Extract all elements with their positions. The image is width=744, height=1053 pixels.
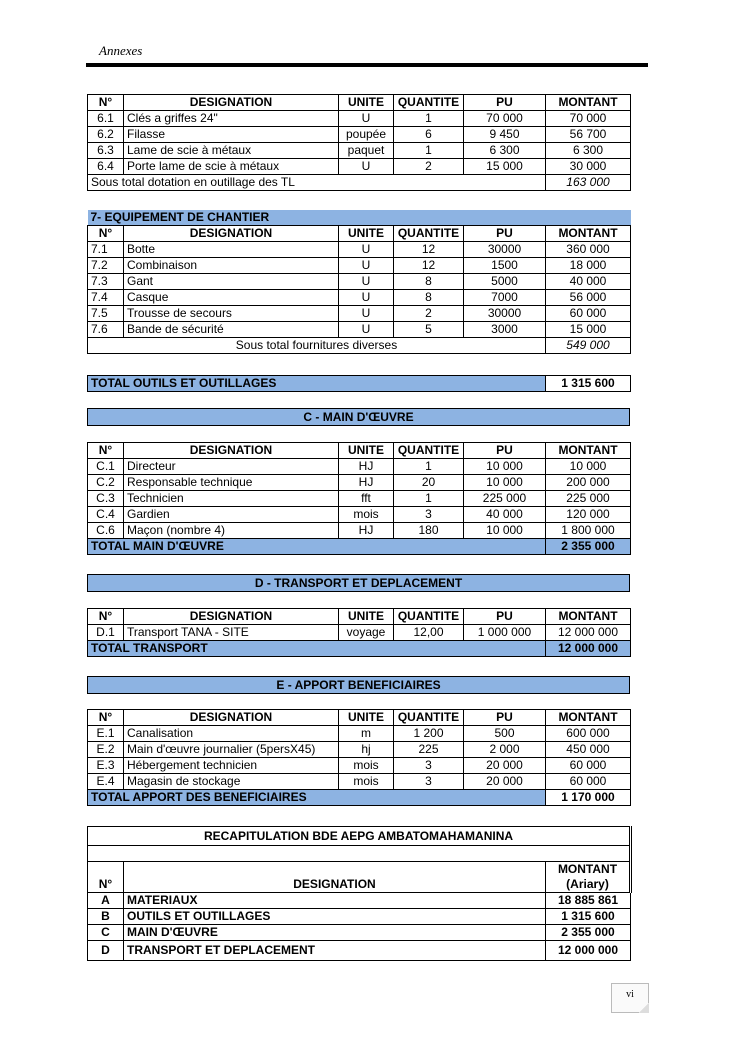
section-c-title: C - MAIN D'ŒUVRE: [87, 408, 630, 426]
cell-n: 6.3: [88, 143, 124, 159]
col-unite: UNITE: [339, 226, 394, 242]
cell-designation: Clés a griffes 24": [124, 111, 339, 127]
col-montant: MONTANT: [546, 609, 631, 625]
cell-unite: HJ: [339, 459, 394, 475]
recap-spacer: [88, 846, 631, 862]
cell-pu: 7000: [464, 290, 546, 306]
cell-unite: HJ: [339, 475, 394, 491]
table-row: [88, 459, 631, 475]
cell-unite: voyage: [339, 625, 394, 641]
recap-col-n: N°: [88, 862, 124, 893]
col-designation: DESIGNATION: [124, 609, 339, 625]
cell-pu: 10 000: [464, 459, 546, 475]
cell-unite: U: [339, 159, 394, 175]
cell-pu: 30000: [464, 306, 546, 322]
col-montant: MONTANT: [546, 443, 631, 459]
page-number: [611, 983, 649, 1013]
cell-quantite: 3: [394, 758, 464, 774]
table-header-row: [88, 226, 631, 242]
total-outils: [87, 375, 630, 392]
cell-n: 6.2: [88, 127, 124, 143]
cell-unite: U: [339, 242, 394, 258]
cell-pu: 20 000: [464, 758, 546, 774]
col-n: N°: [88, 443, 124, 459]
table-section-7: [87, 210, 630, 354]
section-e-title: E - APPORT BENEFICIAIRES: [87, 676, 630, 694]
table-header-row: [88, 443, 631, 459]
cell-designation: Maçon (nombre 4): [124, 523, 339, 539]
col-unite: UNITE: [339, 443, 394, 459]
recap-row: [88, 893, 631, 909]
subtotal-row: [88, 175, 631, 191]
col-pu: PU: [464, 609, 546, 625]
col-unite: UNITE: [339, 95, 394, 111]
cell-designation: Trousse de secours: [124, 306, 339, 322]
page-number-text: vi: [626, 989, 634, 1000]
table-row: [88, 274, 631, 290]
recap-title: RECAPITULATION BDE AEPG AMBATOMAHAMANINA: [88, 827, 631, 846]
cell-pu: 2 000: [464, 742, 546, 758]
cell-montant: 12 000 000: [546, 625, 631, 641]
cell-montant: 6 300: [546, 143, 631, 159]
col-n: N°: [88, 95, 124, 111]
cell-pu: 6 300: [464, 143, 546, 159]
col-quantite: QUANTITE: [394, 710, 464, 726]
total-row: [88, 539, 631, 555]
cell-n: E.3: [88, 758, 124, 774]
total-outils-label: TOTAL OUTILS ET OUTILLAGES: [88, 376, 546, 392]
col-montant: MONTANT: [546, 226, 631, 242]
col-n: N°: [88, 710, 124, 726]
cell-n: D.1: [88, 625, 124, 641]
table-row: [88, 491, 631, 507]
col-quantite: QUANTITE: [394, 443, 464, 459]
cell-montant: 600 000: [546, 726, 631, 742]
subtotal-value: 163 000: [546, 175, 631, 191]
cell-n: C.6: [88, 523, 124, 539]
cell-unite: mois: [339, 774, 394, 790]
col-montant: MONTANT: [546, 95, 631, 111]
recap-cell-montant: 18 885 861: [546, 893, 631, 909]
col-designation: DESIGNATION: [124, 95, 339, 111]
col-quantite: QUANTITE: [394, 609, 464, 625]
cell-montant: 360 000: [546, 242, 631, 258]
cell-designation: Porte lame de scie à métaux: [124, 159, 339, 175]
cell-pu: 225 000: [464, 491, 546, 507]
col-pu: PU: [464, 443, 546, 459]
cell-designation: Casque: [124, 290, 339, 306]
table-row: [88, 258, 631, 274]
cell-pu: 1 000 000: [464, 625, 546, 641]
recap-col-montant: [546, 862, 631, 893]
col-pu: PU: [464, 95, 546, 111]
cell-pu: 40 000: [464, 507, 546, 523]
col-quantite: QUANTITE: [394, 95, 464, 111]
cell-montant: 10 000: [546, 459, 631, 475]
recap-row: [88, 909, 631, 925]
cell-quantite: 1: [394, 111, 464, 127]
table-section-e: [87, 709, 630, 806]
cell-designation: Directeur: [124, 459, 339, 475]
recap-cell-designation: MATERIAUX: [124, 893, 546, 909]
cell-designation: Canalisation: [124, 726, 339, 742]
cell-n: C.1: [88, 459, 124, 475]
recap-row: [88, 925, 631, 941]
cell-designation: Botte: [124, 242, 339, 258]
table-row: [88, 159, 631, 175]
cell-quantite: 1 200: [394, 726, 464, 742]
table-row: [88, 507, 631, 523]
cell-montant: 56 000: [546, 290, 631, 306]
total-label: TOTAL TRANSPORT: [88, 641, 546, 657]
table-section-d: [87, 608, 630, 657]
cell-n: 7.5: [88, 306, 124, 322]
cell-n: 7.2: [88, 258, 124, 274]
cell-designation: Transport TANA - SITE: [124, 625, 339, 641]
recap-col-designation: DESIGNATION: [124, 862, 546, 893]
cell-designation: Gant: [124, 274, 339, 290]
cell-designation: Main d'œuvre journalier (5persX45): [124, 742, 339, 758]
cell-unite: mois: [339, 507, 394, 523]
recap-title-row: [88, 827, 631, 846]
cell-quantite: 12: [394, 258, 464, 274]
cell-designation: Combinaison: [124, 258, 339, 274]
cell-pu: 500: [464, 726, 546, 742]
cell-unite: U: [339, 306, 394, 322]
recap-cell-designation: OUTILS ET OUTILLAGES: [124, 909, 546, 925]
cell-quantite: 2: [394, 306, 464, 322]
col-unite: UNITE: [339, 609, 394, 625]
total-value: 2 355 000: [546, 539, 631, 555]
cell-n: 7.3: [88, 274, 124, 290]
cell-montant: 30 000: [546, 159, 631, 175]
page-corner-fold: [639, 1003, 649, 1013]
table-row: [88, 306, 631, 322]
table-row: [88, 143, 631, 159]
cell-pu: 20 000: [464, 774, 546, 790]
recap-cell-n: C: [88, 925, 124, 941]
cell-designation: Technicien: [124, 491, 339, 507]
subtotal-label: Sous total fournitures diverses: [88, 338, 546, 354]
cell-montant: 60 000: [546, 758, 631, 774]
cell-unite: fft: [339, 491, 394, 507]
table-header-row: [88, 710, 631, 726]
cell-montant: 1 800 000: [546, 523, 631, 539]
cell-designation: Filasse: [124, 127, 339, 143]
table-row: [88, 290, 631, 306]
col-pu: PU: [464, 226, 546, 242]
recap-table: [87, 826, 630, 961]
cell-montant: 56 700: [546, 127, 631, 143]
cell-montant: 18 000: [546, 258, 631, 274]
section-d-title: D - TRANSPORT ET DEPLACEMENT: [87, 574, 630, 592]
subtotal-label: Sous total dotation en outillage des TL: [88, 175, 546, 191]
recap-cell-designation: MAIN D'ŒUVRE: [124, 925, 546, 941]
cell-n: E.2: [88, 742, 124, 758]
cell-pu: 3000: [464, 322, 546, 338]
cell-designation: Gardien: [124, 507, 339, 523]
recap-cell-n: A: [88, 893, 124, 909]
table-row: [88, 726, 631, 742]
cell-montant: 200 000: [546, 475, 631, 491]
cell-montant: 120 000: [546, 507, 631, 523]
table-section-6: [87, 94, 630, 191]
total-label: TOTAL APPORT DES BENEFICIAIRES: [88, 790, 546, 806]
cell-unite: U: [339, 258, 394, 274]
table-row: [88, 523, 631, 539]
recap-row: [88, 941, 631, 961]
cell-pu: 10 000: [464, 475, 546, 491]
cell-unite: paquet: [339, 143, 394, 159]
cell-montant: 15 000: [546, 322, 631, 338]
recap-cell-montant: 12 000 000: [546, 941, 631, 961]
section-title: 7- EQUIPEMENT DE CHANTIER: [88, 210, 631, 226]
col-designation: DESIGNATION: [124, 710, 339, 726]
cell-quantite: 1: [394, 459, 464, 475]
cell-pu: 15 000: [464, 159, 546, 175]
cell-montant: 60 000: [546, 774, 631, 790]
col-quantite: QUANTITE: [394, 226, 464, 242]
cell-quantite: 2: [394, 159, 464, 175]
cell-unite: U: [339, 290, 394, 306]
recap-cell-n: B: [88, 909, 124, 925]
cell-unite: hj: [339, 742, 394, 758]
cell-pu: 10 000: [464, 523, 546, 539]
table-row: [88, 774, 631, 790]
table-row: [88, 625, 631, 641]
total-row: [88, 790, 631, 806]
table-header-row: [88, 95, 631, 111]
table-row: [88, 475, 631, 491]
cell-n: E.4: [88, 774, 124, 790]
recap-cell-n: D: [88, 941, 124, 961]
col-n: N°: [88, 609, 124, 625]
cell-unite: U: [339, 111, 394, 127]
table-row: [88, 127, 631, 143]
cell-n: C.4: [88, 507, 124, 523]
cell-quantite: 1: [394, 143, 464, 159]
cell-unite: HJ: [339, 523, 394, 539]
col-designation: DESIGNATION: [124, 226, 339, 242]
table-header-row: [88, 609, 631, 625]
cell-pu: 9 450: [464, 127, 546, 143]
cell-quantite: 8: [394, 290, 464, 306]
recap-cell-designation: TRANSPORT ET DEPLACEMENT: [124, 941, 546, 961]
cell-quantite: 12: [394, 242, 464, 258]
cell-quantite: 5: [394, 322, 464, 338]
cell-n: 6.1: [88, 111, 124, 127]
header-rule: [86, 63, 648, 67]
cell-designation: Responsable technique: [124, 475, 339, 491]
table-row: [88, 242, 631, 258]
cell-montant: 225 000: [546, 491, 631, 507]
recap-cell-montant: 1 315 600: [546, 909, 631, 925]
cell-designation: Lame de scie à métaux: [124, 143, 339, 159]
col-designation: DESIGNATION: [124, 443, 339, 459]
cell-n: 7.4: [88, 290, 124, 306]
cell-quantite: 8: [394, 274, 464, 290]
cell-montant: 40 000: [546, 274, 631, 290]
recap-col-montant-line1: MONTANT: [557, 862, 618, 876]
cell-pu: 30000: [464, 242, 546, 258]
cell-n: 7.1: [88, 242, 124, 258]
table-row: [88, 758, 631, 774]
cell-quantite: 20: [394, 475, 464, 491]
cell-unite: mois: [339, 758, 394, 774]
cell-quantite: 3: [394, 774, 464, 790]
cell-designation: Bande de sécurité: [124, 322, 339, 338]
subtotal-row: [88, 338, 631, 354]
cell-quantite: 3: [394, 507, 464, 523]
cell-pu: 1500: [464, 258, 546, 274]
page-header: Annexes: [99, 43, 143, 58]
cell-quantite: 6: [394, 127, 464, 143]
total-value: 1 170 000: [546, 790, 631, 806]
cell-montant: 70 000: [546, 111, 631, 127]
cell-montant: 60 000: [546, 306, 631, 322]
table-row: [88, 111, 631, 127]
total-row: [88, 641, 631, 657]
cell-n: 7.6: [88, 322, 124, 338]
col-n: N°: [88, 226, 124, 242]
recap-cell-montant: 2 355 000: [546, 925, 631, 941]
recap-spacer-row: [88, 846, 631, 862]
col-montant: MONTANT: [546, 710, 631, 726]
cell-montant: 450 000: [546, 742, 631, 758]
subtotal-value: 549 000: [546, 338, 631, 354]
cell-designation: Hébergement technicien: [124, 758, 339, 774]
total-label: TOTAL MAIN D'ŒUVRE: [88, 539, 546, 555]
recap-header-row: [88, 862, 631, 893]
section-title-row: [88, 210, 631, 226]
table-section-c: [87, 442, 630, 555]
cell-n: C.3: [88, 491, 124, 507]
col-unite: UNITE: [339, 710, 394, 726]
cell-unite: poupée: [339, 127, 394, 143]
cell-pu: 5000: [464, 274, 546, 290]
cell-n: E.1: [88, 726, 124, 742]
table-row: [88, 742, 631, 758]
cell-unite: m: [339, 726, 394, 742]
cell-quantite: 12,00: [394, 625, 464, 641]
cell-quantite: 225: [394, 742, 464, 758]
cell-quantite: 1: [394, 491, 464, 507]
cell-unite: U: [339, 322, 394, 338]
cell-unite: U: [339, 274, 394, 290]
recap-col-montant-line2: (Ariary): [566, 877, 609, 891]
cell-n: C.2: [88, 475, 124, 491]
total-value: 12 000 000: [546, 641, 631, 657]
cell-quantite: 180: [394, 523, 464, 539]
cell-pu: 70 000: [464, 111, 546, 127]
total-outils-value: 1 315 600: [546, 376, 631, 392]
cell-designation: Magasin de stockage: [124, 774, 339, 790]
table-row: [88, 322, 631, 338]
cell-n: 6.4: [88, 159, 124, 175]
col-pu: PU: [464, 710, 546, 726]
